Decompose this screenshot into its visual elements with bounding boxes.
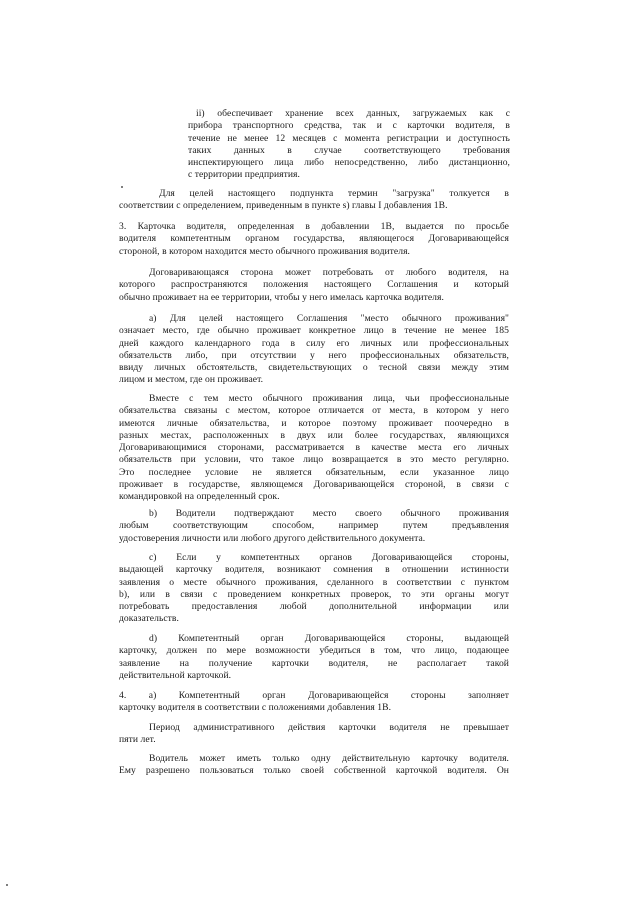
text-line: командировкой на определенный срок.	[119, 491, 280, 503]
text-line: дней каждого календарного года в силу его личных или профессиональных	[119, 337, 509, 349]
text-line: инспектирующего лица либо непосредственно, либо дистанционно,	[188, 157, 510, 169]
paragraph-b	[119, 508, 509, 545]
paragraph-3	[119, 221, 509, 258]
text-line: проживает в государстве, являющемся Договаривающейся стороной, в связи с	[119, 479, 509, 491]
paragraph-validity-period	[119, 722, 509, 747]
text-line: действительной карточкой.	[119, 669, 232, 681]
paragraph-d	[119, 633, 509, 682]
text-line: с территории предприятия.	[188, 169, 300, 181]
text-line: ii) обеспечивает хранение всех данных, загружаемых как с	[196, 108, 510, 119]
text-line: лицом и местом, где он проживает.	[119, 374, 264, 386]
text-line: 4. a) Компетентный орган Договаривающейся стороны заполняет	[119, 690, 509, 701]
text-line: любым соответствующим способом, например путем предъявления	[119, 520, 509, 532]
scan-speck	[6, 884, 8, 886]
text-line: Это последнее условие не является обязательным, если указанное лицо	[119, 466, 509, 478]
paragraph-4a	[119, 690, 509, 715]
text-line: обязательств либо, при отсутствии у него профессиональных обязательств,	[119, 349, 509, 361]
text-line: карточку водителя в соответствии с положениями добавления 1B.	[119, 702, 392, 714]
paragraph-may-request	[119, 267, 509, 304]
text-line: обычно проживает на ее территории, чтобы у него имелась карточка водителя.	[119, 291, 444, 303]
text-line: Договаривающаяся сторона может потребовать от любого водителя, на	[149, 267, 509, 278]
text-line: водителя компетентным органом государства, являющегося Договаривающейся	[119, 233, 509, 245]
text-line: c) Если у компетентных органов Договаривающейся стороны,	[149, 552, 509, 563]
text-line: имеются личные обязательства, и которое поэтому проживает поочередно в	[119, 417, 509, 429]
text-line: заявление на получение карточки водителя, не располагает такой	[119, 657, 509, 669]
text-line: выдающей карточку водителя, возникают сомнения в отношении истинности	[119, 564, 509, 576]
text-line: прибора транспортного средства, так и с карточки водителя, в	[188, 120, 510, 132]
text-line: таких данных в случае соответствующего требования	[188, 144, 510, 156]
text-line: d) Компетентный орган Договаривающейся стороны, выдающей	[149, 633, 509, 644]
text-line: течение не менее 12 месяцев с момента регистрации и доступность	[188, 132, 510, 144]
paragraph-a	[119, 313, 509, 387]
text-line: ввиду личных обстоятельств, свидетельствующих о тесной связи между этим	[119, 362, 509, 374]
paragraph-one-card	[119, 753, 509, 778]
text-line: заявления о месте обычного проживания, сделанного в соответствии с пунктом	[119, 576, 509, 588]
text-line: разных местах, расположенных в двух или более государствах, являющихся	[119, 429, 509, 441]
text-line: Ему разрешено пользоваться только своей собственной карточкой водителя. Он	[119, 765, 509, 777]
text-line: пяти лет.	[119, 734, 156, 746]
text-line: которого распространяются положения настоящего Соглашения и который	[119, 279, 509, 291]
paragraph-zagruzka-definition	[119, 188, 509, 213]
scan-speck	[121, 186, 123, 188]
text-line: соответствии с определением, приведенным в пункте s) главы I добавления 1B.	[119, 200, 448, 212]
text-line: b), или в связи с проведением конкретных проверок, то эти органы могут	[119, 588, 509, 600]
paragraph-c	[119, 552, 509, 626]
text-line: Вместе с тем место обычного проживания лица, чьи профессиональные	[149, 393, 509, 404]
text-line: доказательств.	[119, 613, 179, 625]
text-line: обязательств при условии, что такое лицо возвращается в это место регулярно.	[119, 454, 509, 466]
text-line: Для целей настоящего подпункта термин "загрузка" толкуется в	[159, 188, 509, 199]
text-line: Водитель может иметь только одну действительную карточку водителя.	[149, 753, 509, 764]
paragraph-however	[119, 393, 509, 504]
text-line: удостоверения личности или любого другого действительного документа.	[119, 532, 426, 544]
text-line: обязательства связаны с местом, которое отличается от места, в котором у него	[119, 405, 509, 417]
text-line: b) Водители подтверждают место своего обычного проживания	[149, 508, 509, 519]
text-line: 3. Карточка водителя, определенная в добавлении 1B, выдается по просьбе	[119, 221, 509, 232]
text-line: потребовать предоставления любой дополнительной информации или	[119, 601, 509, 613]
text-line: Период административного действия карточки водителя не превышает	[149, 722, 509, 733]
text-line: a) Для целей настоящего Соглашения "место обычного проживания"	[149, 313, 509, 324]
text-line: Договаривающимися сторонами, рассматривается в качестве места его личных	[119, 442, 509, 454]
text-line: стороной, в котором находится место обычного проживания водителя.	[119, 245, 410, 257]
text-line: означает место, где обычно проживает конкретное лицо в течение не менее 185	[119, 325, 509, 337]
text-line: карточку, должен по мере возможности убедиться в том, что лицо, подающее	[119, 645, 509, 657]
subitem-ii	[188, 108, 510, 182]
